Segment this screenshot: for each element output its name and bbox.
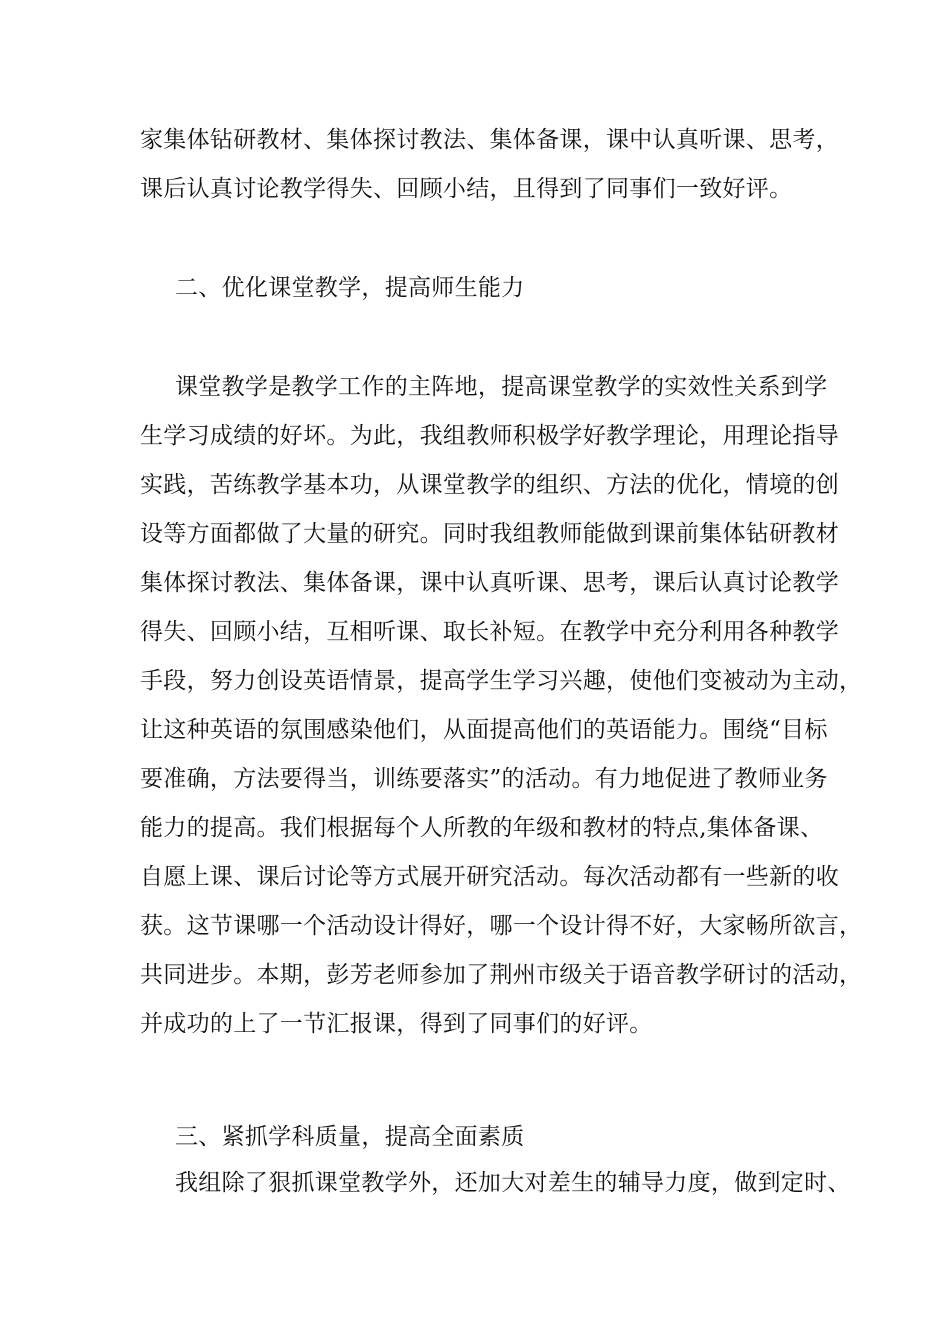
paragraph-line: 并成功的上了一节汇报课，得到了同事们的好评。: [140, 1011, 653, 1037]
paragraph-line: 让这种英语的氛围感染他们，从面提高他们的英语能力。围绕“目标: [140, 717, 828, 743]
paragraph-line: 设等方面都做了大量的研究。同时我组教师能做到课前集体钻研教材: [140, 521, 839, 547]
paragraph-line: 家集体钻研教材、集体探讨教法、集体备课，课中认真听课、思考，: [140, 127, 839, 153]
paragraph-line: 课堂教学是教学工作的主阵地，提高课堂教学的实效性关系到学: [175, 374, 828, 400]
paragraph-line: 共同进步。本期，彭芳老师参加了荆州市级关于语音教学研讨的活动，: [140, 962, 863, 988]
paragraph-line: 能力的提高。我们根据每个人所教的年级和教材的特点,集体备课、: [140, 815, 824, 841]
paragraph-line: 我组除了狠抓课堂教学外，还加大对差生的辅导力度，做到定时、: [175, 1170, 851, 1196]
paragraph-line: 集体探讨教法、集体备课，课中认真听课、思考，课后认真讨论教学: [140, 570, 839, 596]
paragraph-line: 实践，苦练教学基本功，从课堂教学的组织、方法的优化，情境的创: [140, 472, 839, 498]
paragraph-line: 获。这节课哪一个活动设计得好，哪一个设计得不好，大家畅所欲言，: [140, 913, 863, 939]
paragraph-line: 得失、回顾小结，互相听课、取长补短。在教学中充分利用各种教学: [140, 619, 839, 645]
paragraph-line: 生学习成绩的好坏。为此，我组教师积极学好教学理论，用理论指导: [140, 423, 839, 449]
section-heading: 三、紧抓学科质量，提高全面素质: [175, 1124, 525, 1150]
paragraph-line: 手段，努力创设英语情景，提高学生学习兴趣，使他们变被动为主动，: [140, 668, 863, 694]
paragraph-line: 课后认真讨论教学得失、回顾小结，且得到了同事们一致好评。: [140, 176, 793, 202]
section-heading: 二、优化课堂教学，提高师生能力: [175, 275, 525, 301]
paragraph-line: 自愿上课、课后讨论等方式展开研究活动。每次活动都有一些新的收: [140, 864, 839, 890]
paragraph-line: 要准确，方法要得当，训练要落实”的活动。有力地促进了教师业务: [140, 766, 828, 792]
